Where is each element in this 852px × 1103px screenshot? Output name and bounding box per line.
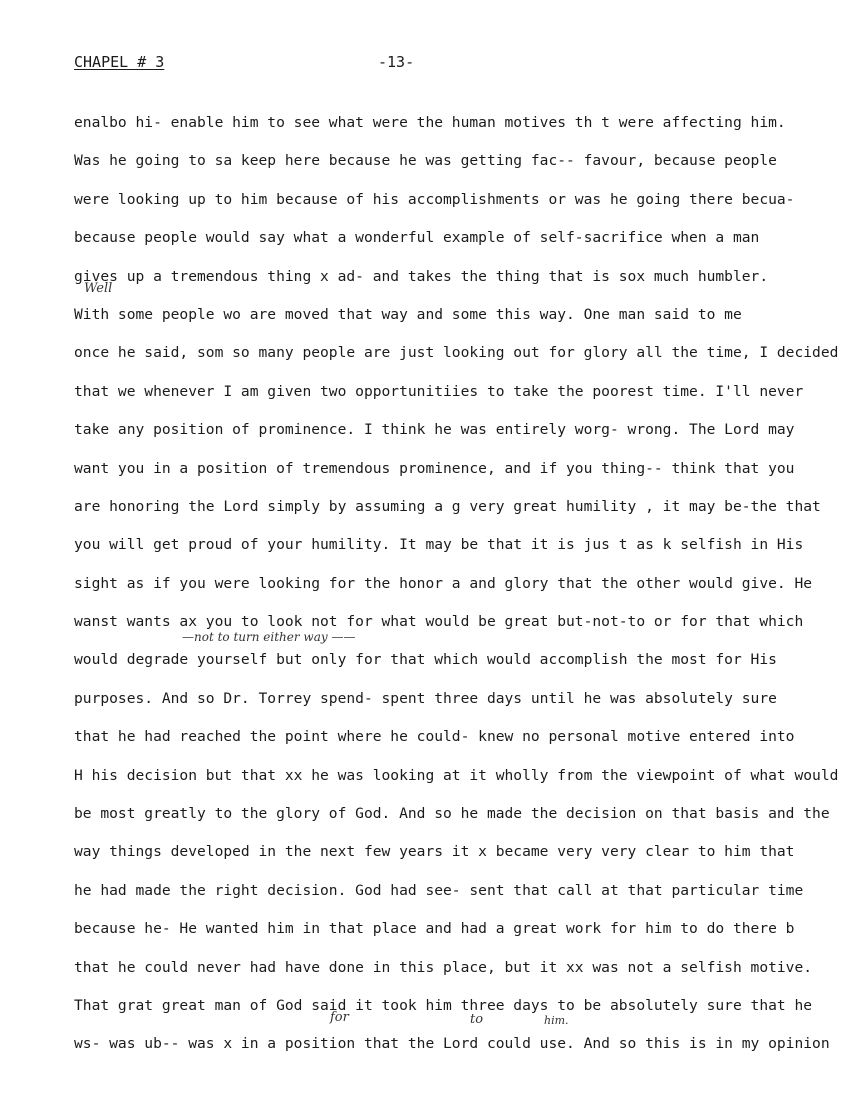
text-line: are honoring the Lord simply by assuming a g very great humility , it may be-the that xyxy=(74,497,821,515)
page-header xyxy=(74,50,794,74)
text-line: H his decision but that xx he was looking at it wholly from the viewpoint of what would xyxy=(74,766,839,784)
text-line: would degrade yourself but only for that which would accomplish the most for His —not to turn either way —— xyxy=(74,630,777,669)
text-line: he had made the right decision. God had see- sent that call at that particular time xyxy=(74,881,804,899)
text-line: were looking up to him because of his accomplishments or was he going there becua- xyxy=(74,190,795,208)
text-line: With some people wo are moved that way and some this way. One man said to me Well xyxy=(74,280,742,323)
text-line: because he- He wanted him in that place and had a great work for him to do there b xyxy=(74,920,795,938)
text-line: wanst wants ax you to look not for what would be great but-not-to or for that which xyxy=(74,613,804,631)
text-line: because people would say what a wonderful example of self-sacrifice when a man xyxy=(74,229,760,247)
text-line: you will get proud of your humility. It may be that it is jus t as k selfish in His xyxy=(74,536,804,554)
text-line: gives up a tremendous thing x ad- and takes the thing that is sox much humbler. xyxy=(74,267,769,285)
handwritten-note-for: for xyxy=(330,1010,349,1026)
text-line: once he said, som so many people are just looking out for glory all the time, I decided xyxy=(74,344,839,362)
handwritten-note-him: him. xyxy=(544,1014,569,1028)
text-line: enalbo hi- enable him to see what were the human motives th t were affecting him. xyxy=(74,114,786,131)
text-line: ws- was ub-- was x in a position that the Lord could use. And so this is in my opinion for to him. xyxy=(74,1010,830,1053)
text-line: sight as if you were looking for the honor a and glory that the other would give. He xyxy=(74,574,813,592)
text-line: take any position of prominence. I think he was entirely worg- wrong. The Lord may xyxy=(74,421,795,439)
text-line: purposes. And so Dr. Torrey spend- spent three days until he was absolutely sure xyxy=(74,689,777,707)
text-line: that he could never had have done in this place, but it xx was not a selfish motive. xyxy=(74,958,813,976)
text-line: that we whenever I am given two opportunitiies to take the poorest time. I'll never xyxy=(74,382,804,400)
text-line: way things developed in the next few years it x became very very clear to him that xyxy=(74,843,795,861)
text-line: Was he going to sa keep here because he was getting fac-- favour, because people xyxy=(74,152,777,170)
text-line: want you in a position of tremendous prominence, and if you thing-- think that you xyxy=(74,459,795,477)
document-title: CHAPEL # 3 xyxy=(74,53,165,71)
text-line: That grat great man of God said it took him three days to be absolutely sure that he xyxy=(74,996,813,1014)
handwritten-note-to: to xyxy=(470,1012,484,1028)
handwritten-note-well: Well xyxy=(84,280,113,296)
page-number: -13- xyxy=(378,53,415,71)
handwritten-note-not-to-turn: —not to turn either way —— xyxy=(182,630,356,645)
body-text xyxy=(74,104,839,1064)
text-line: that he had reached the point where he could- knew no personal motive entered into xyxy=(74,728,795,746)
text-line: be most greatly to the glory of God. And so he made the decision on that basis and the xyxy=(74,805,830,823)
